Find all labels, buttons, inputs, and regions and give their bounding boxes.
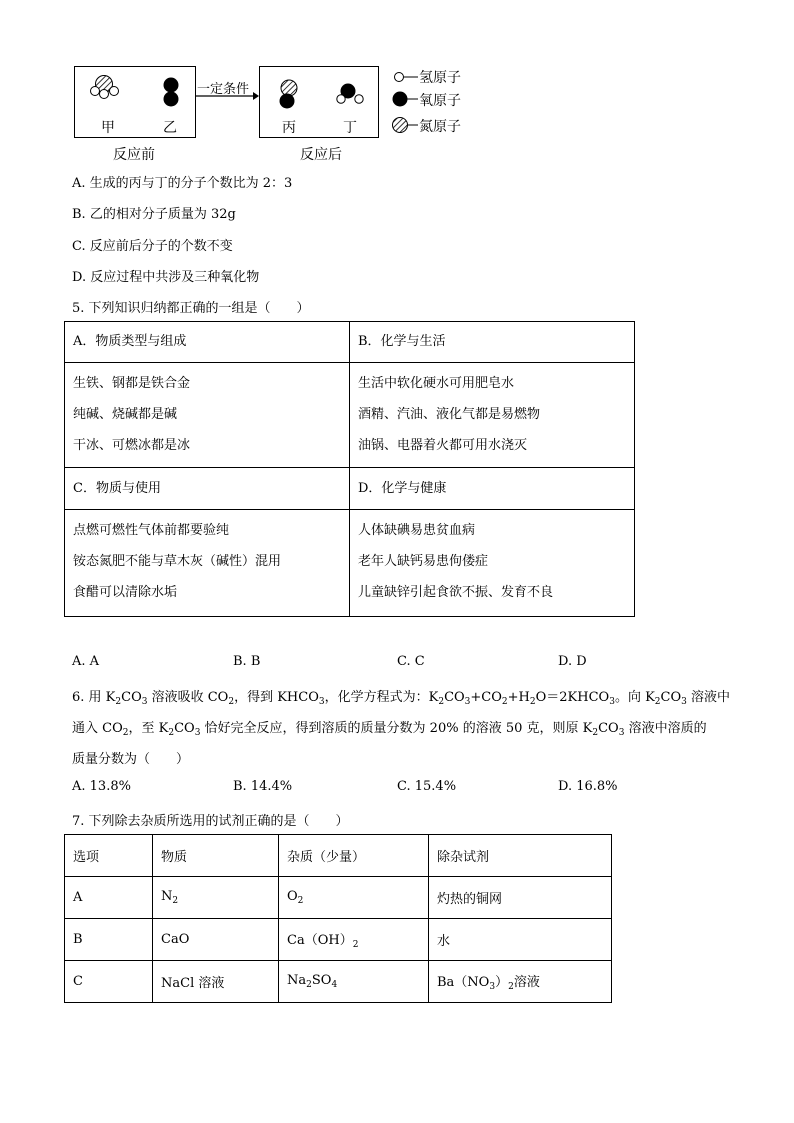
legend-nitrogen-icon: [393, 118, 419, 133]
q5-b-line: 酒精、汽油、液化气都是易燃物: [358, 407, 541, 422]
q7-table: [64, 834, 612, 1003]
q5-d-line: 儿童缺锌引起食欲不振、发育不良: [358, 585, 554, 600]
q7-cell-option: C: [73, 974, 83, 989]
legend-hydrogen-icon: [395, 73, 419, 82]
q5-table: [64, 321, 635, 617]
q6-option-c: C. 15.4%: [397, 779, 457, 794]
q4-option-a: A. 生成的丙与丁的分子个数比为 2：3: [72, 176, 293, 191]
label-jia: 甲: [101, 120, 115, 136]
label-ding: 丁: [343, 120, 357, 136]
q4-option-d: D. 反应过程中共涉及三种氧化物: [72, 270, 260, 285]
q7-cell-impurity: $O_2$: [287, 889, 304, 906]
q4-option-b: B. 乙的相对分子质量为 32g: [72, 207, 236, 222]
table-row: [65, 363, 635, 468]
q5-c-line: 点燃可燃性气体前都要验纯: [73, 523, 230, 538]
q6-line-2: 通入 $CO_2$，至 $K_2CO_3$ 恰好完全反应，得到溶质的质量分数为 20% 的溶液 50 克，则原 $K_2CO_3$ 溶液中溶质的: [72, 721, 707, 738]
q5-cell-b-head: B．化学与生活: [358, 334, 446, 349]
q5-a-line: 生铁、钢都是铁合金: [73, 376, 191, 391]
q5-cell-a-head: A．物质类型与组成: [73, 334, 187, 349]
q5-cell-c-head: C．物质与使用: [73, 481, 161, 496]
q7-cell-reagent: 水: [437, 934, 451, 949]
q7-header-substance: 物质: [161, 850, 188, 865]
q7-cell-reagent: $Ba(NO_3)_2$溶液: [437, 975, 540, 992]
after-caption: 反应后: [300, 147, 342, 163]
q6-line-3: 质量分数为（ ）: [72, 752, 190, 767]
q7-cell-reagent: 灼热的铜网: [437, 892, 503, 907]
q5-c-line: 食醋可以清除水垢: [73, 585, 178, 600]
legend-oxygen-label: 氧原子: [419, 93, 461, 109]
q5-option-b: B. B: [233, 654, 261, 669]
legend-oxygen-icon: [393, 92, 419, 107]
legend-nitrogen-label: 氮原子: [419, 119, 461, 135]
h2o-molecule: [337, 84, 363, 104]
q5-d-line: 人体缺碘易患贫血病: [358, 523, 476, 538]
q5-cell-d-head: D．化学与健康: [358, 481, 447, 496]
table-row: [65, 919, 612, 961]
molecule-drawings: [0, 0, 794, 160]
label-bing: 丙: [282, 120, 296, 136]
legend-hydrogen-label: 氢原子: [419, 70, 461, 86]
table-row: [65, 322, 635, 363]
q7-cell-substance: NaCl 溶液: [161, 976, 225, 991]
o2-molecule: [164, 78, 179, 107]
table-row: [65, 835, 612, 877]
label-yi: 乙: [163, 120, 177, 136]
q7-cell-impurity: $Ca(OH)_2$: [287, 933, 359, 950]
q5-b-line: 生活中软化硬水可用肥皂水: [358, 376, 515, 391]
q5-stem: 5. 下列知识归纳都正确的一组是（ ）: [72, 301, 310, 316]
q5-option-a: A. A: [72, 654, 100, 669]
arrow-label: 一定条件: [197, 82, 250, 97]
q7-cell-impurity: $Na_2SO_4$: [287, 973, 338, 990]
q6-option-a: A. 13.8%: [72, 779, 131, 794]
table-row: [65, 961, 612, 1003]
q7-header-option: 选项: [73, 850, 100, 865]
q6-line-1: 6. 用 $K_2CO_3$ 溶液吸收 $CO_2$，得到 $KHCO_3$，化学方程式为：$K_2CO_3+CO_2+H_2O=2KHCO_3$。向 $K_2CO_3$ 溶液中: [72, 690, 731, 707]
q5-c-line: 铵态氮肥不能与草木灰（碱性）混用: [73, 554, 282, 569]
no-molecule: [280, 80, 298, 109]
q7-cell-substance: CaO: [161, 932, 190, 947]
table-row: [65, 877, 612, 919]
q7-header-reagent: 除杂试剂: [437, 850, 490, 865]
q5-d-line: 老年人缺钙易患佝偻症: [358, 554, 489, 569]
q5-option-d: D. D: [558, 654, 587, 669]
nh3-molecule: [91, 76, 119, 99]
q5-option-c: C. C: [397, 654, 425, 669]
q5-a-line: 纯碱、烧碱都是碱: [73, 407, 178, 422]
q6-option-b: B. 14.4%: [233, 779, 293, 794]
q5-b-line: 油锅、电器着火都可用水浇灭: [358, 438, 528, 453]
q7-cell-option: A: [73, 890, 83, 905]
before-caption: 反应前: [113, 147, 155, 163]
q7-cell-substance: $N_2$: [161, 889, 179, 906]
table-row: [65, 468, 635, 510]
q4-option-c: C. 反应前后分子的个数不变: [72, 239, 233, 254]
q7-header-impurity: 杂质（少量）: [287, 850, 366, 865]
q6-option-d: D. 16.8%: [558, 779, 618, 794]
table-row: [65, 510, 635, 617]
q7-stem: 7. 下列除去杂质所选用的试剂正确的是（ ）: [72, 814, 349, 829]
q7-cell-option: B: [73, 932, 83, 947]
q5-a-line: 干冰、可燃冰都是冰: [73, 438, 191, 453]
